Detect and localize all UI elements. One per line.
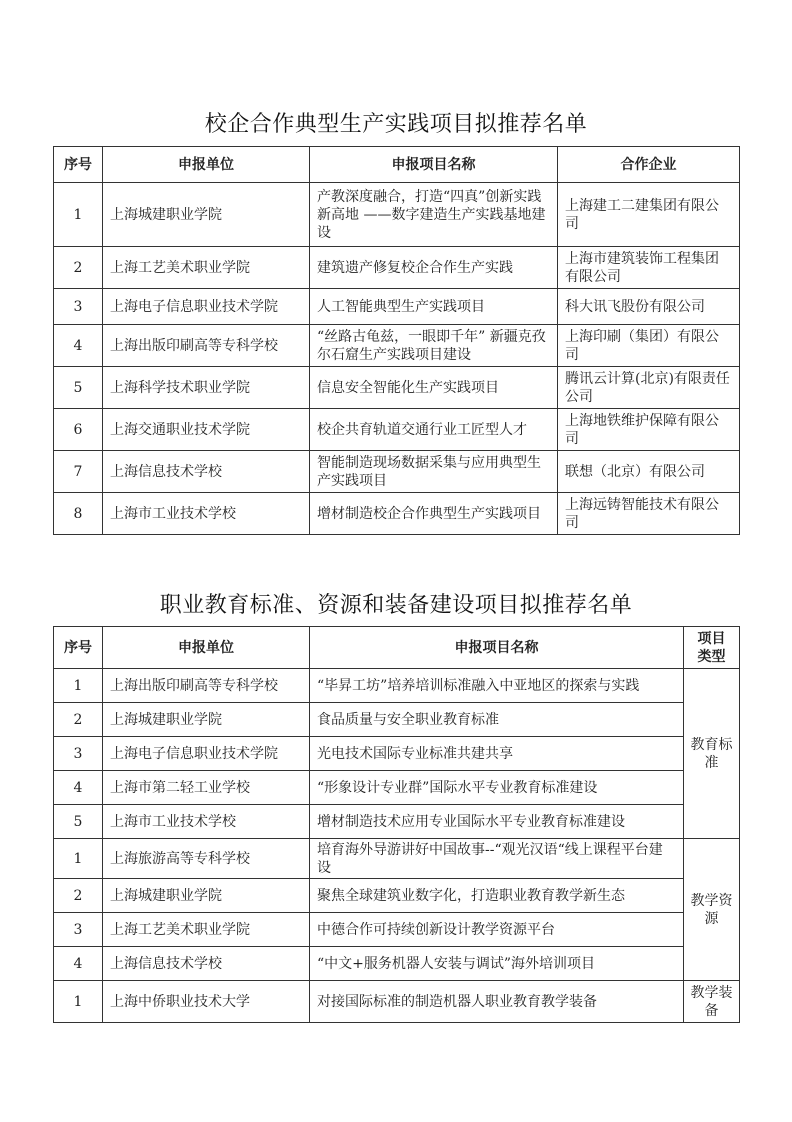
project-type: 教学资源 xyxy=(684,839,740,981)
row-unit: 上海工艺美术职业学院 xyxy=(103,247,310,289)
header-unit: 申报单位 xyxy=(103,147,310,183)
table-row xyxy=(54,289,740,325)
table-row xyxy=(54,947,740,981)
row-project: 对接国际标准的制造机器人职业教育教学装备 xyxy=(310,981,684,1023)
table-row xyxy=(54,183,740,247)
row-unit: 上海科学技术职业学院 xyxy=(103,367,310,409)
row-project: 建筑遗产修复校企合作生产实践 xyxy=(310,247,558,289)
row-project: 智能制造现场数据采集与应用典型生产实践项目 xyxy=(310,451,558,493)
row-unit: 上海市工业技术学校 xyxy=(103,805,310,839)
row-unit: 上海出版印刷高等专科学校 xyxy=(103,669,310,703)
row-project: “丝路古龟兹，一眼即千年” 新疆克孜尔石窟生产实践项目建设 xyxy=(310,325,558,367)
row-no: 4 xyxy=(54,325,103,367)
row-project xyxy=(310,669,684,703)
header-partner: 合作企业 xyxy=(558,147,740,183)
header-unit: 申报单位 xyxy=(103,627,310,669)
row-project-text: “毕昇工坊”培养培训标准融入中亚地区的探索与实践 xyxy=(317,677,640,694)
row-unit: 上海市工业技术学校 xyxy=(103,493,310,535)
table-row xyxy=(54,737,740,771)
row-project: 聚焦全球建筑业数字化，打造职业教育教学新生态 xyxy=(310,879,684,913)
row-partner: 上海印刷（集团）有限公司 xyxy=(558,325,740,367)
row-project: 增材制造技术应用专业国际水平专业教育标准建设 xyxy=(310,805,684,839)
table-header-row xyxy=(54,627,740,669)
row-unit: 上海旅游高等专科学校 xyxy=(103,839,310,879)
table-row xyxy=(54,247,740,289)
row-unit: 上海出版印刷高等专科学校 xyxy=(103,325,310,367)
row-project: 产教深度融合，打造“四真”创新实践新高地 ——数字建造生产实践基地建设 xyxy=(310,183,558,247)
row-no: 3 xyxy=(54,913,103,947)
cooperation-projects-table xyxy=(53,146,740,535)
table-row xyxy=(54,805,740,839)
row-no: 5 xyxy=(54,805,103,839)
header-no: 序号 xyxy=(54,147,103,183)
table-row xyxy=(54,913,740,947)
section1-title: 校企合作典型生产实践项目拟推荐名单 xyxy=(204,112,588,137)
row-unit: 上海信息技术学校 xyxy=(103,947,310,981)
table-row xyxy=(54,325,740,367)
row-project: 人工智能典型生产实践项目 xyxy=(310,289,558,325)
row-no: 8 xyxy=(54,493,103,535)
row-unit: 上海城建职业学院 xyxy=(103,183,310,247)
project-type: 教育标准 xyxy=(684,669,740,839)
row-project: 光电技术国际专业标准共建共享 xyxy=(310,737,684,771)
row-no: 2 xyxy=(54,879,103,913)
row-partner: 科大讯飞股份有限公司 xyxy=(558,289,740,325)
row-no: 1 xyxy=(54,669,103,703)
row-no: 5 xyxy=(54,367,103,409)
table-row xyxy=(54,703,740,737)
row-unit: 上海市第二轻工业学校 xyxy=(103,771,310,805)
header-project: 申报项目名称 xyxy=(310,627,684,669)
row-unit: 上海中侨职业技术大学 xyxy=(103,981,310,1023)
row-no: 3 xyxy=(54,737,103,771)
row-no: 6 xyxy=(54,409,103,451)
row-partner: 腾讯云计算(北京)有限责任公司 xyxy=(558,367,740,409)
table-row xyxy=(54,409,740,451)
table-row xyxy=(54,771,740,805)
row-project: 信息安全智能化生产实践项目 xyxy=(310,367,558,409)
row-no: 1 xyxy=(54,981,103,1023)
row-unit: 上海电子信息职业技术学院 xyxy=(103,289,310,325)
row-project: 校企共育轨道交通行业工匠型人才 xyxy=(310,409,558,451)
row-partner: 上海建工二建集团有限公司 xyxy=(558,183,740,247)
row-unit: 上海城建职业学院 xyxy=(103,703,310,737)
header-type: 项目类型 xyxy=(684,627,740,669)
table-row xyxy=(54,839,740,879)
row-project: 食品质量与安全职业教育标准 xyxy=(310,703,684,737)
row-unit: 上海交通职业技术学院 xyxy=(103,409,310,451)
row-unit: 上海信息技术学校 xyxy=(103,451,310,493)
table-header-row xyxy=(54,147,740,183)
row-project: “形象设计专业群”国际水平专业教育标准建设 xyxy=(310,771,684,805)
row-partner: 上海地铁维护保障有限公司 xyxy=(558,409,740,451)
row-no: 2 xyxy=(54,247,103,289)
standards-resources-table xyxy=(53,626,740,1023)
row-no: 4 xyxy=(54,947,103,981)
row-unit: 上海电子信息职业技术学院 xyxy=(103,737,310,771)
header-project: 申报项目名称 xyxy=(310,147,558,183)
row-partner: 上海远铸智能技术有限公司 xyxy=(558,493,740,535)
row-project: 培育海外导游讲好中国故事--“观光汉语“线上课程平台建设 xyxy=(310,839,684,879)
row-project: “中文+服务机器人安装与调试”海外培训项目 xyxy=(310,947,684,981)
row-partner: 上海市建筑装饰工程集团有限公司 xyxy=(558,247,740,289)
row-project: 中德合作可持续创新设计教学资源平台 xyxy=(310,913,684,947)
row-unit: 上海工艺美术职业学院 xyxy=(103,913,310,947)
table-row xyxy=(54,669,740,703)
table-row xyxy=(54,493,740,535)
row-no: 4 xyxy=(54,771,103,805)
row-no: 7 xyxy=(54,451,103,493)
row-no: 1 xyxy=(54,839,103,879)
table-row xyxy=(54,451,740,493)
project-type: 教学装备 xyxy=(684,981,740,1023)
header-no: 序号 xyxy=(54,627,103,669)
row-project: 增材制造校企合作典型生产实践项目 xyxy=(310,493,558,535)
table-row xyxy=(54,981,740,1023)
section2-title: 职业教育标准、资源和装备建设项目拟推荐名单 xyxy=(159,593,633,618)
row-no: 2 xyxy=(54,703,103,737)
row-no: 1 xyxy=(54,183,103,247)
row-unit: 上海城建职业学院 xyxy=(103,879,310,913)
row-no: 3 xyxy=(54,289,103,325)
table-row xyxy=(54,367,740,409)
row-partner: 联想（北京）有限公司 xyxy=(558,451,740,493)
table-row xyxy=(54,879,740,913)
